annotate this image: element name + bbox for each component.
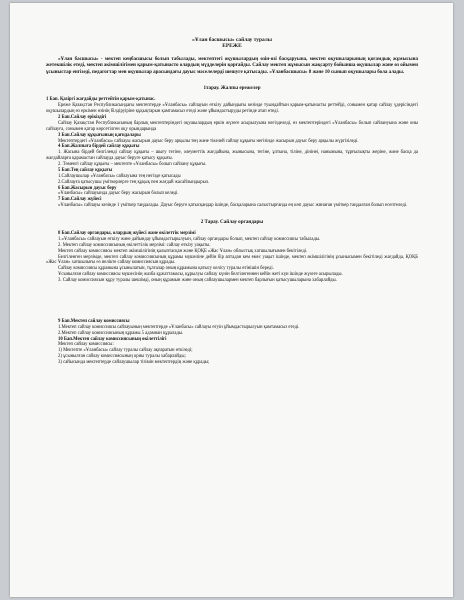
section-2-title: 2 Тарау. Сайлау органдары	[200, 219, 264, 226]
paragraph: 2.Мектеп сайлау комиссиясының құрамы 5 адамнан құралады.	[58, 330, 184, 336]
document-page	[10, 3, 453, 597]
article-heading: 8 Бап.Сайлау органдары, олардың жүйесі және өкілеттік мерзімі	[58, 231, 196, 237]
paragraph: 1. Жасына бірдей белгіленді сайлау құқығы – шығу тегіне, әлеуметтік жағдайына, жынысына, тегіне, ұлтына, тіліне, дінінеі, нанымына, тұрғылықты жеріне, және басқа да жағдайларға қарамастан сайлауда дауыс беруге қатысу құқығы.	[46, 150, 418, 162]
document-subtitle: ЕРЕЖЕ	[222, 43, 242, 50]
paragraph: 1.«Ұланбасы» сайлауын өткізу және дайындау ұйымдастырылуын, сайлау органдары болып, мектеп сайлау комиссиясы табылады.	[58, 236, 321, 242]
paragraph: Мектеп сайлау комиссиясы мектеп әкімшілігінің қалыптасқан және ҚОҚБ «Жас Ұлан» облыстық хатшылығымен бекітіледі.	[58, 248, 308, 254]
paragraph: «Ұланбасы» сайлауында дауыс беру жасырын болып келеді.	[58, 191, 179, 197]
intro-paragraph: «Ұлан басшысы» - мектеп кеңбасшысы болып табылады, мектептегі оқушылардың өзін-өзі басқаруына, мектеп оқушыларының қоғамдық жұмысына жетекшілік етеді, мектеп әкімшілігімен қарым-қатынасто олардың мүдделерін қорғайды. Сайлау мектеп жұмысын жақсарту бойынша оқушылар және өз ойымен ұсыныстар енгізеді, педагогтар мен оқушылар арасындағы дауыс мәселелерді шешуге қатысады. «Ұланбасшысы» 8 және 10 сынып оқушылары бола алады.	[46, 56, 418, 75]
document-title: «Ұлан басшысы» сайлау туралы	[192, 37, 272, 43]
section-1-body	[46, 97, 418, 209]
article-heading: 10 Бап.Мектеп сайлау комиссиясының өкілеттілігі	[58, 336, 167, 342]
article-heading: 2 Бап.Сайлау ерікіздігі	[58, 115, 107, 121]
spacer	[46, 300, 418, 303]
paragraph: Сайлау Қазақстан Республикасының барлық мектептеріндегі оқушылардың еркін жүзеге асырылуына негізделеді, өз мектептеріндегі «Ұланбасы» болып сайлануына және оны сайлауға, сонымен қатар көрсетілген оқу орындарында	[46, 120, 418, 132]
paragraph: 2) ұсынылған сайлау комиссиясының орны туралы хабарлайды;	[58, 354, 186, 360]
paragraph: Мектептердегі «Ұланбасы» сайлауы жасырын дауыс беру арқылы тең және тікелей сайлау құқығы негізінде жасырын дауыс беру арқылы жүргізіледі.	[58, 138, 359, 144]
paragraph: Сайлау комиссиясы құрамына ұсынылатын, тұлғалар оның құрамына қатысу келісу туралы өтінішін береді.	[58, 266, 274, 272]
article-heading: 4 Бап.Жалпыға бірдей сайлау құқығы	[58, 144, 140, 150]
paragraph: 3. Сайлау комиссиясын құру туралы шешімді, оның құрамын және оның сайлаушылармен мектеп барлығын қатысушыларына хабарлайды.	[58, 278, 337, 284]
paragraph: 3) сайысында мектептерде сайлаушылар тізімін мектептердің және құрады;	[58, 360, 210, 366]
paragraph: Мектеп сайлау комиссиясы:	[58, 342, 114, 348]
article-heading: 6 Бап.Жасырын дауыс беру	[58, 185, 117, 191]
paragraph: Белгіленген мерзімде, мектеп сайлау комиссиясының құрамы мүшеліне дейін бір аптадан кем емес уақыт ішінде, мектеп әкімшілігінің ұсынысымен бекітіледі жағдайда, ҚОҚБ «Жас Ұлан» хатшылығы өз иелікте сайлау комиссиясын құрады.	[46, 254, 418, 266]
paragraph: Ұсынылған сайлау комиссиясы мүшесінің жазба құжаттамасы, құрылуы сайлау күнін белгілегеннен кейін жеті күн ішінде жүзеге асырылады.	[58, 272, 343, 278]
article-heading: 9 Бап.Мектеп сайлау комиссиясы	[58, 318, 130, 324]
article-heading: 1 Бап. Қазіргі жағдайды реттейтін қарым-қатынас.	[46, 97, 156, 103]
section-2-body	[46, 231, 418, 366]
section-1-title: 1тарау. Жалпы ережелер	[203, 85, 261, 92]
paragraph: 1.Мектеп сайлау комиссиясы сайлауының мектептерде «Ұланбасы» сайлауы өтуін ұйымдастырылуын қамтамасыз етеді.	[58, 324, 300, 330]
paragraph: 2.Сайлауға қатысушы үміткерлерге тең құқық пен жағдай жасайлындырыл.	[58, 179, 210, 185]
paragraph: 1) Мектепте «Ұланбасы» сайлау туралы сайлау ақпаратын өткізеді;	[58, 348, 193, 354]
article-heading: 3 Бап.Сайлау құқығының қағидалары	[58, 132, 141, 138]
paragraph: «Ұланбасы» сайлауы кезінде 1 үміткер таңдалады. Дауыс беруге қатысқандар ішінде, басқаларына салыстырғанда ең көп дауыс жинаған үміткер таңдалған болып есептеледі.	[58, 203, 408, 209]
paragraph: 1.Сайлаушылар «Ұланбасы» сайлауына тең негізде қатысады	[58, 173, 181, 179]
document-body	[46, 37, 418, 366]
paragraph: 2. Мектеп сайлау комиссиясының өкілеттілік мерзімі: сайлау өткізу уақыты.	[58, 242, 211, 248]
article-heading: 7 Бап.Сайлау жүйесі	[58, 197, 102, 203]
article-heading: 5 Бап.Тең сайлау құқығы	[58, 167, 113, 173]
paragraph: Ереже Қазақстан Республикасындағы мектептерде «Ұланбасы» сайлауын өткізу дайындығы кезінде туындайтын қарым-қатынасты реттейді, сонымен қатар сайлау үдерісіндегі оқушылардың өз еркімен өзінің білдіруіріне құқықтарын қамтамасыз етеді және ұйымдастыруды ретінде атап өтеді.	[46, 103, 418, 115]
paragraph: 2. Төменгі сайлау құқығы – мектепте «Ұланбасы» болып сайлану құқығы.	[58, 162, 207, 168]
